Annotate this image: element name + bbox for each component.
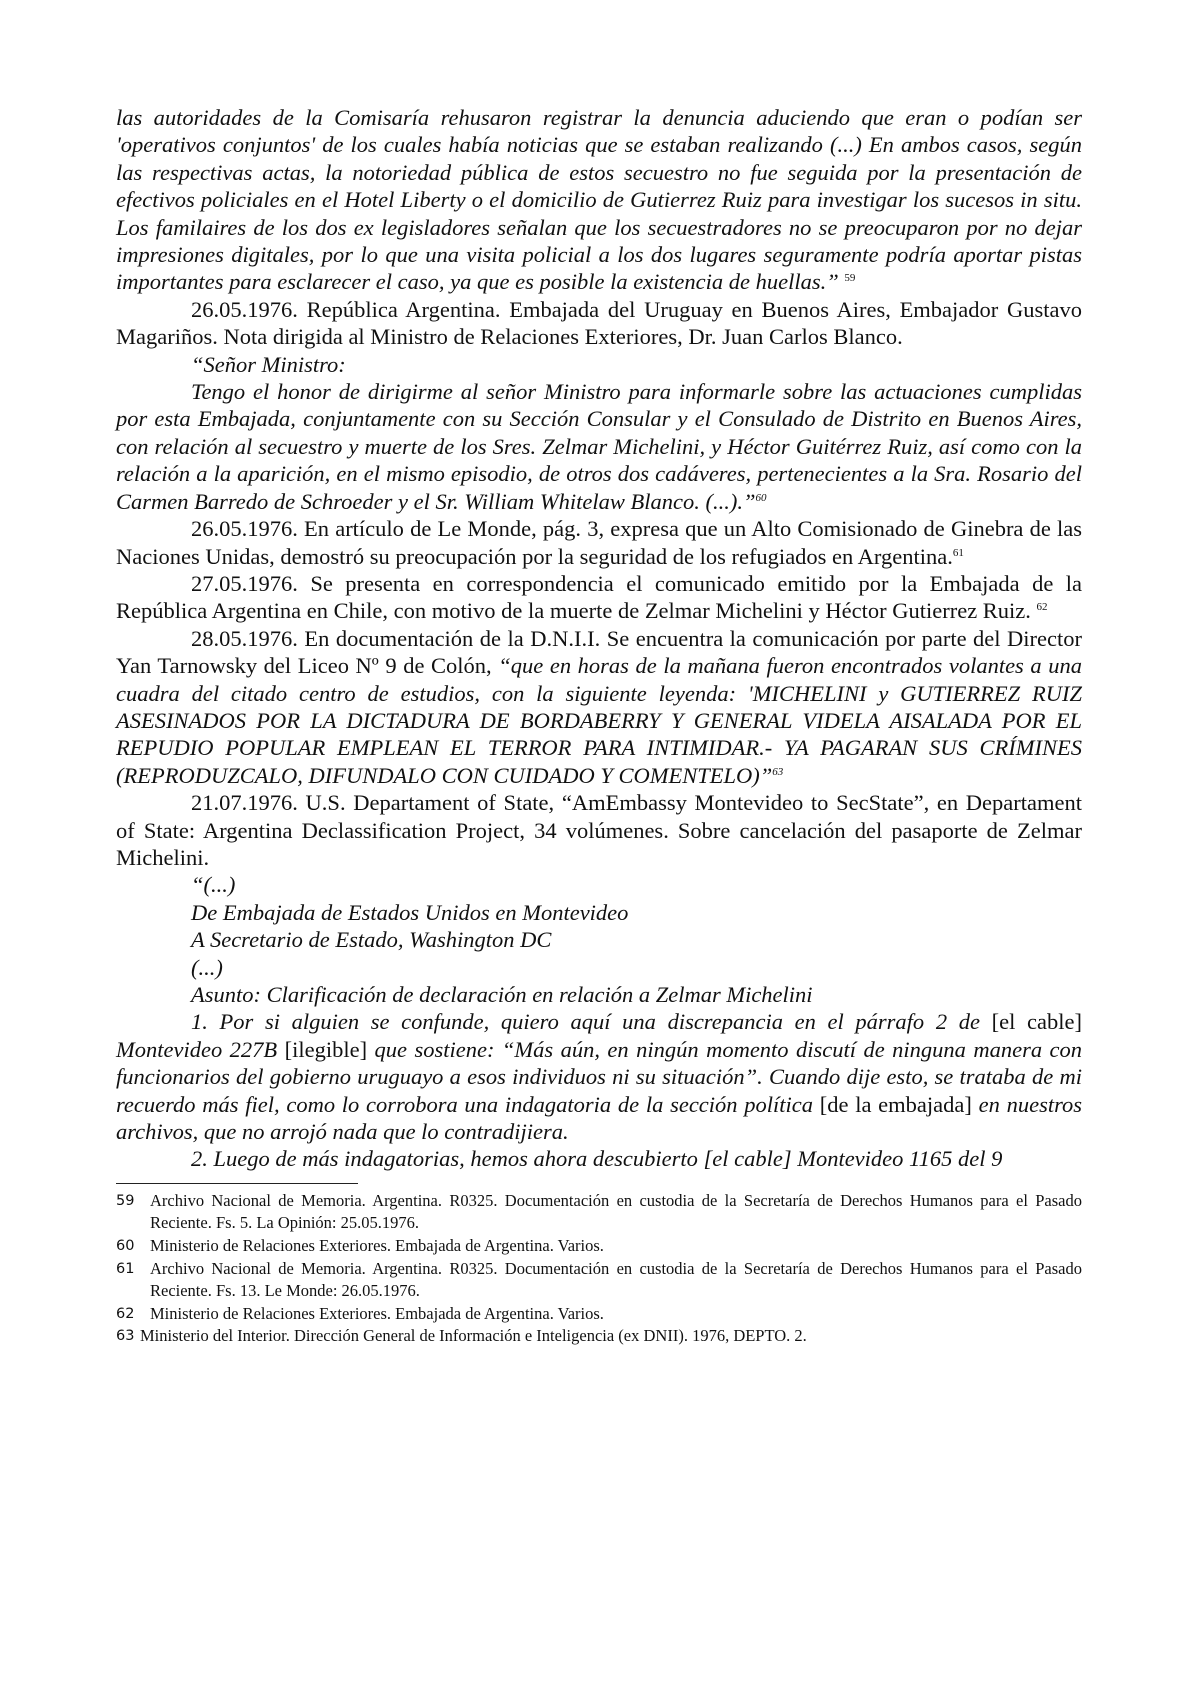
cable-from: De Embajada de Estados Unidos en Montevideo (191, 899, 629, 925)
document-page (116, 104, 1082, 1348)
footnote-text: Ministerio de Relaciones Exteriores. Embajada de Argentina. Varios. (150, 1236, 604, 1256)
footnote-ref: 62 (1036, 601, 1048, 614)
footnote-number: 63 (116, 1328, 135, 1345)
cable-to: A Secretario de Estado, Washington DC (191, 927, 552, 953)
footnote (116, 1258, 1082, 1303)
quote-text: Tengo el honor de dirigirme al señor Ministro para informarle sobre las actuaciones cumplidas por esta Embajada, conjuntamente con su Sección Consular y el Consulado de Distrito en Buenos Aires, con relación al secuestro y muerte de los Sres. Zelmar Michelini, y Héctor Guitérrez Ruiz, así como con la relación a la aparición, en el mismo episodio, de otros dos cadáveres, pertenecientes a la Sra. Rosario del Carmen Barredo de Schroeder y el Sr. William Whitelaw Blanco. (...).” (116, 379, 1082, 514)
cable-paragraph-1: 1. Por si alguien se confunde, quiero aquí una discrepancia en el párrafo 2 de [el cable] Montevideo 227B [ilegible] que sostiene: “Más aún, en ningún momento discutí de ninguna manera con funcionarios del gobierno uruguayo a esos individuos ni su situación”. Cuando dije esto, se trataba de mi recuerdo más fiel, como lo corrobora una indagatoria de la sección política [de la embajada] en nuestros archivos, que no arrojó nada que lo contradijiera. (116, 1009, 1083, 1145)
footnote-text: Archivo Nacional de Memoria. Argentina. R0325. Documentación en custodia de la Secretaría de Derechos Humanos para el Pasado Reciente. Fs. 5. La Opinión: 25.05.1976. (150, 1190, 1082, 1233)
cable-ellipsis-open: “(...) (191, 872, 236, 898)
quote-text: las autoridades de la Comisaría rehusaron registrar la denuncia aduciendo que eran o podían ser 'operativos conjuntos' de los cuales había noticias que se estaban realizando (...) En ambos casos, según las respectivas actas, la notoriedad pública de estos secuestro no fue seguida por la presentación de efectivos policiales en el Hotel Liberty o el domicilio de Gutierrez Ruiz para investigar los sucesos in situ. Los familaires de los dos ex legisladores señalan que los secuestradores no se preocuparon por no dejar impresiones digitales, por lo que una visita policial a los dos lugares seguramente podría aportar pistas importantes para esclarecer el caso, ya que es posible la existencia de huellas.” (116, 105, 1082, 295)
footnote-text: Ministerio de Relaciones Exteriores. Embajada de Argentina. Varios. (150, 1303, 604, 1323)
footnote (116, 1190, 1082, 1235)
body-text (116, 104, 1082, 1173)
quote-text: “que en horas de la mañana fueron encontrados volantes a una cuadra del citado centro de estudios, con la siguiente leyenda: 'MICHELINI y GUTIERREZ RUIZ ASESINADOS POR LA DICTADURA DE BORDABERRY Y GENERAL VIDELA AISALADA POR EL REPUDIO POPULAR EMPLEAN EL TERROR PARA INTIMIDAR.- YA PAGARAN SUS CRÍMINES (REPRODUZCALO, DIFUNDALO CON CUIDADO Y COMENTELO)” (116, 653, 1082, 788)
footnotes (116, 1190, 1082, 1348)
paragraph-dnii (116, 625, 1082, 789)
footnote (116, 1303, 1082, 1326)
footnote-text: Ministerio del Interior. Dirección General de Información e Inteligencia (ex DNII). 1976, DEPTO. 2. (140, 1326, 807, 1346)
cable-paragraph-2: 2. Luego de más indagatorias, hemos ahora descubierto [el cable] Montevideo 1165 del 9 (191, 1146, 1003, 1172)
footnote-ref: 61 (952, 546, 964, 559)
footnote-divider (116, 1183, 358, 1184)
quote-text: “Señor Ministro: (191, 351, 346, 377)
footnote-number: 60 (116, 1238, 135, 1255)
paragraph-quote-continuation (116, 104, 1082, 296)
footnote-ref: 60 (755, 491, 767, 504)
cable-subject: Asunto: Clarificación de declaración en relación a Zelmar Michelini (191, 982, 813, 1007)
paragraph-salutation (116, 351, 1082, 378)
paragraph-text: 26.05.1976. En artículo de Le Monde, pág. 3, expresa que un Alto Comisionado de Ginebra de las Naciones Unidas, demostró su preocupación por la seguridad de los refugiados en Argentina. (116, 516, 1082, 569)
cable-ellipsis: (...) (191, 954, 223, 980)
paragraph-embassy-note: 26.05.1976. República Argentina. Embajada del Uruguay en Buenos Aires, Embajador Gustavo Magariños. Nota dirigida al Ministro de Relaciones Exteriores, Dr. Juan Carlos Blanco. (116, 296, 1082, 350)
footnote (116, 1325, 1082, 1348)
paragraph-text: 27.05.1976. Se presenta en correspondencia el comunicado emitido por la Embajada de la República Argentina en Chile, con motivo de la muerte de Zelmar Michelini y Héctor Gutierrez Ruiz. (116, 570, 1082, 624)
paragraph-letter-body (116, 378, 1082, 515)
paragraph-state-department: 21.07.1976. U.S. Departament of State, “AmEmbassy Montevideo to SecState”, en Departament of State: Argentina Declassification Project, 34 volúmenes. Sobre cancelación del pasaporte de Zelmar Michelini. (116, 790, 1082, 870)
footnote-text: Archivo Nacional de Memoria. Argentina. R0325. Documentación en custodia de la Secretaría de Derechos Humanos para el Pasado Reciente. Fs. 13. Le Monde: 26.05.1976. (150, 1258, 1082, 1301)
paragraph-text: 28.05.1976. En documentación de la D.N.I.I. Se encuentra la comunicación por parte del Director Yan Tarnowsky del Liceo Nº 9 de Colón, (116, 625, 1082, 679)
paragraph-le-monde (116, 515, 1082, 570)
footnote-number: 61 (116, 1260, 135, 1277)
footnote (116, 1235, 1082, 1258)
footnote-ref: 63 (772, 765, 784, 778)
footnote-number: 59 (116, 1192, 135, 1209)
paragraph-chile-communique (116, 570, 1082, 625)
footnote-ref: 59 (844, 272, 856, 285)
footnote-number: 62 (116, 1305, 135, 1322)
